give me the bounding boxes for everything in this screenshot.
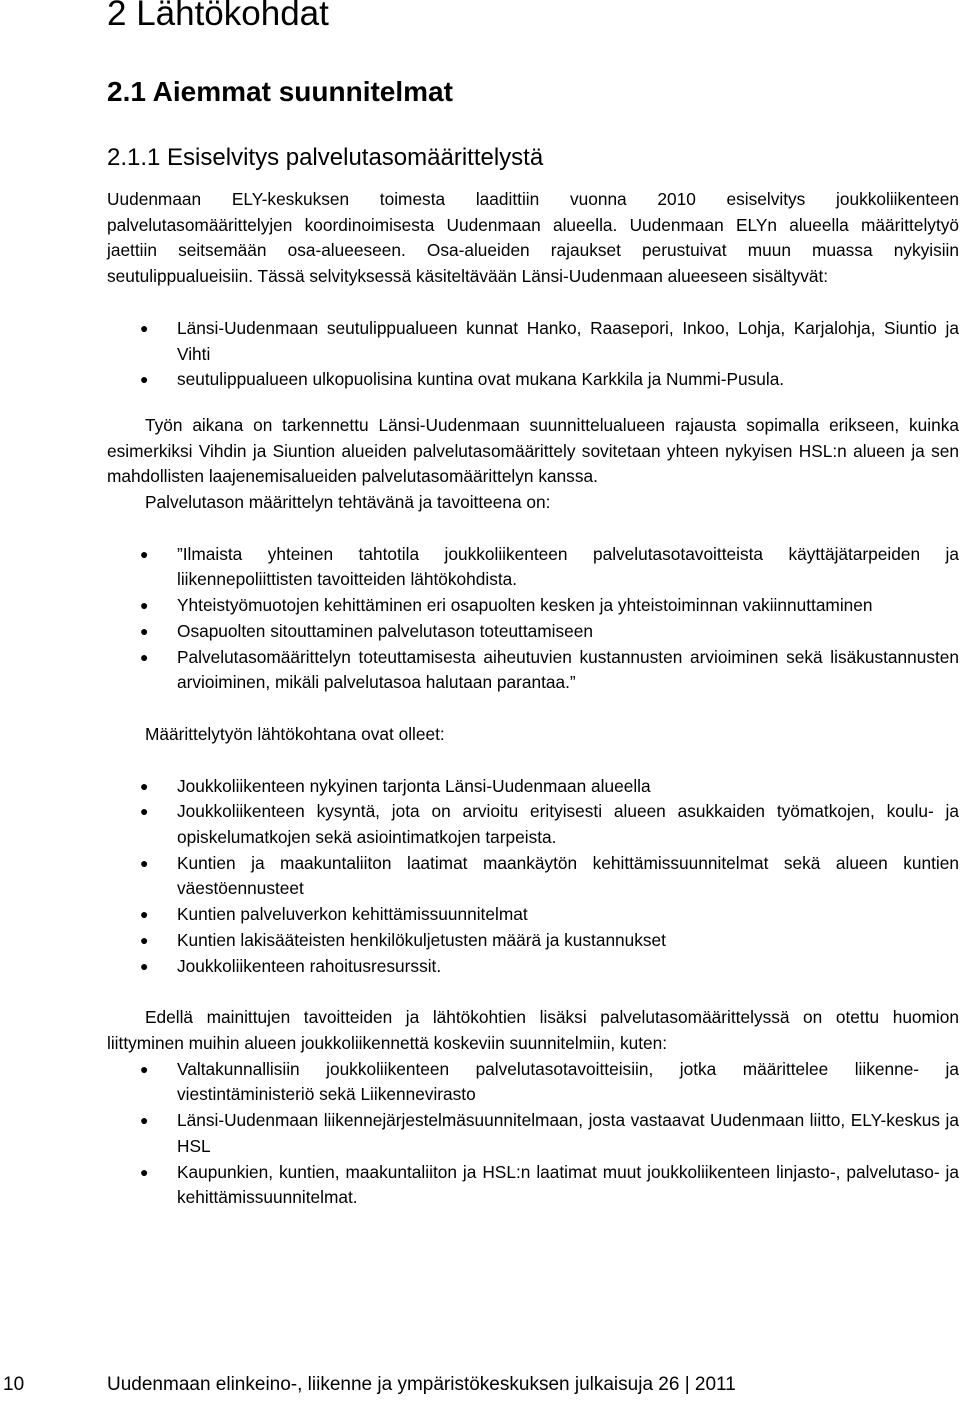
paragraph-intro: Uudenmaan ELY-keskuksen toimesta laadittiin vuonna 2010 esiselvitys joukkoliikenteen palvelutasomäärittelyjen koordinoimisesta Uudenmaan alueella. Uudenmaan ELYn alueella määrittelytyö jaettiin seitsemään osa-alueeseen. Osa-alueiden rajaukset perustuivat muun muassa nykyisiin seutulippualueisiin. Tässä selvityksessä käsiteltävään Länsi-Uudenmaan alueeseen sisältyvät:: [107, 189, 959, 287]
list-item: ● Länsi-Uudenmaan seutulippualueen kunnat Hanko, Raasepori, Inkoo, Lohja, Karjalohja, Siuntio ja Vihti: [140, 317, 959, 364]
section-heading: 2.1 Aiemmat suunnitelmat: [107, 76, 453, 107]
list-basis: [107, 774, 959, 980]
bullet-icon: ●: [140, 648, 149, 665]
paragraph-goals-intro: Palvelutason määrittelyn tehtävänä ja tavoitteena on:: [145, 492, 551, 513]
bullet-icon: ●: [140, 931, 149, 948]
bullet-icon: ●: [140, 371, 149, 388]
list-item: ● Länsi-Uudenmaan liikennejärjestelmäsuunnitelmaan, josta vastaavat Uudenmaan liitto, ELY-keskus ja HSL: [140, 1110, 959, 1156]
bullet-icon: ●: [140, 597, 149, 614]
list-item: ● Yhteistyömuotojen kehittäminen eri osapuolten kesken ja yhteistoiminnan vakiinnuttaminen: [107, 593, 959, 619]
list-item: ● Joukkoliikenteen nykyinen tarjonta Länsi-Uudenmaan alueella: [107, 774, 959, 800]
paragraph-related-plans: Edellä mainittujen tavoitteiden ja lähtökohtien lisäksi palvelutasomäärittelyssä on otettu huomion liittyminen muihin alueen joukkoliikennettä koskeviin suunnitelmiin, kuten:: [107, 1007, 959, 1053]
list-item: ● Palvelutasomäärittelyn toteuttamisesta aiheutuvien kustannusten arvioiminen sekä lisäkustannusten arvioiminen, mikäli palvelutasoa halutaan parantaa.”: [140, 646, 959, 693]
list-municipalities: [107, 316, 959, 393]
bullet-icon: ●: [140, 957, 149, 974]
bullet-icon: ●: [140, 545, 149, 562]
list-related-plans: [107, 1057, 959, 1211]
chapter-heading: 2 Lähtökohdat: [107, 0, 329, 33]
bullet-icon: ●: [140, 319, 149, 336]
list-item: ● Kuntien palveluverkon kehittämissuunnitelmat: [107, 902, 959, 928]
publication-info: Uudenmaan elinkeino-, liikenne ja ympäristökeskuksen julkaisuja 26 | 2011: [107, 1374, 736, 1395]
paragraph-scope: Työn aikana on tarkennettu Länsi-Uudenmaan suunnittelualueen rajausta sopimalla erikseen, kuinka esimerkiksi Vihdin ja Siuntion alueiden palvelutasomäärittely sovitetaan yhteen nykyisen HSL:n alueen ja sen mahdollisten laajenemisalueiden palvelutasomäärittelyn kanssa.: [107, 414, 959, 487]
bullet-icon: ●: [140, 803, 149, 820]
page-number: 10: [3, 1374, 25, 1395]
list-item: ● Kuntien ja maakuntaliiton laatimat maankäytön kehittämissuunnitelmat sekä alueen kuntien väestöennusteet: [140, 852, 959, 899]
bullet-icon: ●: [140, 777, 149, 794]
paragraph-basis-intro: Määrittelytyön lähtökohtana ovat olleet:: [145, 723, 445, 744]
body-text: [107, 187, 959, 1211]
subsection-heading: 2.1.1 Esiselvitys palvelutasomäärittelystä: [107, 144, 544, 171]
list-item: ● Kaupunkien, kuntien, maakuntaliiton ja HSL:n laatimat muut joukkoliikenteen linjasto-, palvelutaso- ja kehittämissuunnitelmat.: [140, 1161, 959, 1208]
bullet-icon: ●: [140, 1112, 149, 1129]
list-item: ● Joukkoliikenteen rahoitusresurssit.: [107, 954, 959, 980]
bullet-icon: ●: [140, 854, 149, 871]
list-item: ● Osapuolten sitouttaminen palvelutason toteuttamiseen: [107, 619, 959, 645]
bullet-icon: ●: [140, 906, 149, 923]
list-item: ● seutulippualueen ulkopuolisina kuntina ovat mukana Karkkila ja Nummi-Pusula.: [107, 367, 959, 393]
bullet-icon: ●: [140, 1163, 149, 1180]
list-item: ● Joukkoliikenteen kysyntä, jota on arvioitu erityisesti alueen asukkaiden työmatkojen, koulu- ja opiskelumatkojen sekä asiointimatkojen tarpeista.: [140, 801, 959, 848]
list-item: ● ”Ilmaista yhteinen tahtotila joukkoliikenteen palvelutasotavoitteista käyttäjätarpeiden ja liikennepoliittisten tavoitteiden lähtökohdista.: [140, 543, 959, 590]
bullet-icon: ●: [140, 622, 149, 639]
list-item: ● Kuntien lakisääteisten henkilökuljetusten määrä ja kustannukset: [107, 928, 959, 954]
bullet-icon: ●: [140, 1060, 149, 1077]
list-goals: [107, 542, 959, 696]
list-item: ● Valtakunnallisiin joukkoliikenteen palvelutasotavoitteisiin, jotka määrittelee liikenne- ja viestintäministeriö sekä Liikennevirasto: [140, 1058, 959, 1105]
